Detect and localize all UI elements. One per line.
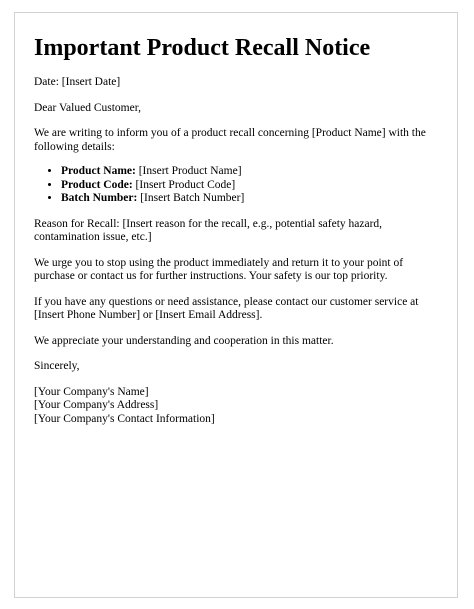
page-title: Important Product Recall Notice <box>34 35 371 61</box>
list-item-batch-number <box>61 192 434 206</box>
company-address: [Your Company's Address] <box>34 399 159 411</box>
reason-paragraph: Reason for Recall: [Insert reason for the recall, e.g., potential safety hazard, contamination issue, etc.] <box>34 217 383 243</box>
urge-paragraph: We urge you to stop using the product immediately and return it to your point of purchase or contact us for further instructions. Your safety is our top priority. <box>34 256 404 282</box>
list-item-product-code <box>61 179 434 193</box>
list-item-product-name <box>61 165 434 179</box>
greeting: Dear Valued Customer, <box>34 101 141 114</box>
company-contact: [Your Company's Contact Information] <box>34 412 215 425</box>
product-code-label: Product Code: <box>61 178 133 191</box>
letter-content <box>34 35 434 426</box>
product-code-value: [Insert Product Code] <box>132 178 236 191</box>
company-name: [Your Company's Name] <box>34 385 149 398</box>
product-details-list <box>34 165 434 206</box>
letter-page <box>14 12 458 598</box>
questions-paragraph: If you have any questions or need assistance, please contact our customer service at [Insert Phone Number] or [Insert Email Address]. <box>34 295 419 321</box>
closing-line: Sincerely, <box>34 360 80 372</box>
product-name-value: [Insert Product Name] <box>135 165 242 177</box>
product-name-label: Product Name: <box>61 165 136 177</box>
appreciation-paragraph: We appreciate your understanding and cooperation in this matter. <box>34 334 334 347</box>
date-line: Date: [Insert Date] <box>34 76 121 88</box>
batch-number-value: [Insert Batch Number] <box>137 192 245 204</box>
signature-block <box>34 386 434 427</box>
intro-paragraph: We are writing to inform you of a product recall concerning [Product Name] with the following details: <box>34 127 426 153</box>
batch-number-label: Batch Number: <box>61 192 138 204</box>
